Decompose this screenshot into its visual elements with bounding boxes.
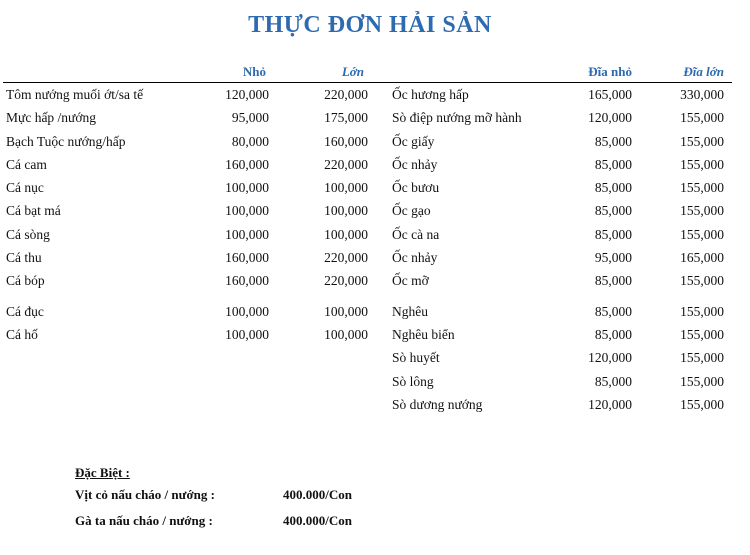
menu-item-large-price: 220,000 bbox=[324, 87, 368, 102]
menu-item-large-price: 155,000 bbox=[680, 156, 724, 172]
menu-item-name: Nghêu biển bbox=[392, 326, 455, 342]
menu-item-small-price: 95,000 bbox=[594, 250, 632, 266]
menu-item-row bbox=[392, 301, 724, 324]
menu-item-small-price: 120,000 bbox=[225, 87, 269, 102]
menu-item-large-price: 100,000 bbox=[324, 303, 368, 319]
menu-item-large-price: 100,000 bbox=[324, 180, 368, 196]
menu-item-name: Cá đục bbox=[6, 303, 44, 319]
menu-item-name: Cá bạt má bbox=[6, 203, 61, 219]
menu-item-small-price: 85,000 bbox=[594, 373, 632, 389]
menu-item-row bbox=[392, 177, 724, 200]
right-menu-list bbox=[392, 84, 724, 417]
menu-item-row bbox=[392, 200, 724, 223]
menu-item-name: Tôm nướng muối ớt/sa tế bbox=[6, 87, 144, 102]
menu-item-row bbox=[6, 154, 368, 177]
menu-item-name: Ốc nhảy bbox=[392, 156, 438, 172]
menu-item-name: Cá hố bbox=[6, 326, 38, 342]
menu-item-row bbox=[6, 224, 368, 247]
menu-item-name: Bạch Tuộc nướng/hấp bbox=[6, 133, 126, 149]
menu-item-large-price: 155,000 bbox=[680, 326, 724, 342]
special-section bbox=[75, 465, 352, 539]
menu-item-small-price: 100,000 bbox=[225, 203, 269, 219]
header-divider bbox=[3, 82, 732, 83]
menu-item-large-price: 155,000 bbox=[680, 110, 724, 126]
header-right-large: Đĩa lớn bbox=[683, 64, 724, 79]
menu-item-large-price: 165,000 bbox=[680, 250, 724, 266]
menu-item-large-price: 175,000 bbox=[324, 110, 368, 126]
menu-item-name: Mực hấp /nướng bbox=[6, 110, 97, 126]
menu-item-row bbox=[392, 394, 724, 417]
menu-item-name: Ốc giấy bbox=[392, 133, 435, 149]
menu-item-small-price: 85,000 bbox=[594, 133, 632, 149]
menu-item-large-price: 220,000 bbox=[324, 250, 368, 266]
menu-item-small-price: 85,000 bbox=[594, 226, 632, 242]
menu-item-large-price: 100,000 bbox=[324, 203, 368, 219]
menu-item-name: Ốc hương hấp bbox=[392, 87, 469, 102]
menu-item-name: Ốc nhảy bbox=[392, 250, 438, 266]
menu-item-large-price: 100,000 bbox=[324, 226, 368, 242]
menu-item-small-price: 120,000 bbox=[588, 110, 632, 126]
menu-item-small-price: 85,000 bbox=[594, 203, 632, 219]
menu-item-large-price: 155,000 bbox=[680, 203, 724, 219]
menu-item-large-price: 155,000 bbox=[680, 180, 724, 196]
menu-item-name: Sò điệp nướng mỡ hành bbox=[392, 110, 522, 126]
menu-item-small-price: 100,000 bbox=[225, 226, 269, 242]
menu-item-row bbox=[392, 270, 724, 293]
menu-item-large-price: 155,000 bbox=[680, 396, 724, 412]
menu-item-name: Cá thu bbox=[6, 250, 42, 266]
menu-item-large-price: 100,000 bbox=[324, 326, 368, 342]
special-item-price: 400.000/Con bbox=[283, 487, 352, 502]
menu-item-row bbox=[6, 107, 368, 130]
menu-item-row bbox=[392, 154, 724, 177]
menu-item-row bbox=[6, 247, 368, 270]
menu-item-row bbox=[6, 324, 368, 347]
menu-item-row bbox=[392, 324, 724, 347]
menu-item-name: Ốc mỡ bbox=[392, 273, 429, 289]
menu-item-small-price: 165,000 bbox=[588, 87, 632, 102]
header-left-small: Nhỏ bbox=[242, 64, 266, 79]
menu-item-name: Ốc cà na bbox=[392, 226, 440, 242]
menu-item-name: Ốc gạo bbox=[392, 203, 431, 219]
menu-item-name: Cá nục bbox=[6, 180, 44, 196]
menu-item-large-price: 330,000 bbox=[680, 87, 724, 102]
menu-item-large-price: 155,000 bbox=[680, 226, 724, 242]
menu-item-large-price: 160,000 bbox=[324, 133, 368, 149]
menu-item-small-price: 85,000 bbox=[594, 303, 632, 319]
menu-item-small-price: 95,000 bbox=[231, 110, 269, 126]
menu-item-large-price: 155,000 bbox=[680, 303, 724, 319]
special-item bbox=[75, 513, 352, 539]
special-item-price: 400.000/Con bbox=[283, 513, 352, 528]
menu-item-name: Sò huyết bbox=[392, 350, 440, 366]
menu-item-row bbox=[392, 224, 724, 247]
menu-item-small-price: 100,000 bbox=[225, 180, 269, 196]
header-left-large: Lớn bbox=[341, 64, 364, 79]
menu-item-large-price: 220,000 bbox=[324, 156, 368, 172]
menu-item-large-price: 220,000 bbox=[324, 273, 368, 289]
menu-item-large-price: 155,000 bbox=[680, 273, 724, 289]
menu-item-name: Sò lông bbox=[392, 373, 434, 389]
menu-item-small-price: 100,000 bbox=[225, 303, 269, 319]
menu-item-name: Nghêu bbox=[392, 303, 428, 319]
menu-item-small-price: 160,000 bbox=[225, 156, 269, 172]
menu-item-row bbox=[392, 107, 724, 130]
menu-item-small-price: 160,000 bbox=[225, 273, 269, 289]
menu-item-small-price: 85,000 bbox=[594, 156, 632, 172]
menu-item-small-price: 160,000 bbox=[225, 250, 269, 266]
special-item bbox=[75, 487, 352, 513]
menu-item-small-price: 80,000 bbox=[231, 133, 269, 149]
menu-item-small-price: 120,000 bbox=[588, 396, 632, 412]
menu-item-row bbox=[6, 84, 368, 107]
menu-item-large-price: 155,000 bbox=[680, 350, 724, 366]
menu-item-row bbox=[6, 270, 368, 293]
menu-item-row bbox=[6, 177, 368, 200]
menu-title: THỰC ĐƠN HẢI SẢN bbox=[248, 12, 492, 38]
menu-item-row bbox=[392, 247, 724, 270]
special-title: Đặc Biệt : bbox=[75, 465, 130, 480]
menu-item-name: Cá bóp bbox=[6, 273, 45, 289]
menu-item-small-price: 100,000 bbox=[225, 326, 269, 342]
menu-item-large-price: 155,000 bbox=[680, 133, 724, 149]
menu-item-small-price: 85,000 bbox=[594, 273, 632, 289]
menu-item-name: Ốc bươu bbox=[392, 180, 440, 196]
menu-item-row bbox=[6, 131, 368, 154]
menu-item-row bbox=[6, 200, 368, 223]
menu-item-row bbox=[6, 301, 368, 324]
menu-item-name: Sò dương nướng bbox=[392, 396, 483, 412]
menu-item-name: Cá sòng bbox=[6, 226, 50, 242]
special-item-name: Vịt cỏ nấu cháo / nướng : bbox=[75, 487, 215, 502]
menu-item-large-price: 155,000 bbox=[680, 373, 724, 389]
menu-item-row bbox=[392, 84, 724, 107]
menu-item-name: Cá cam bbox=[6, 156, 47, 172]
menu-item-small-price: 120,000 bbox=[588, 350, 632, 366]
menu-item-small-price: 85,000 bbox=[594, 180, 632, 196]
menu-item-row bbox=[392, 371, 724, 394]
menu-item-small-price: 85,000 bbox=[594, 326, 632, 342]
menu-item-row bbox=[392, 131, 724, 154]
menu-item-row bbox=[392, 347, 724, 370]
left-menu-list bbox=[6, 84, 368, 347]
header-right-small: Đĩa nhỏ bbox=[588, 64, 632, 79]
special-item-name: Gà ta nấu cháo / nướng : bbox=[75, 513, 213, 528]
